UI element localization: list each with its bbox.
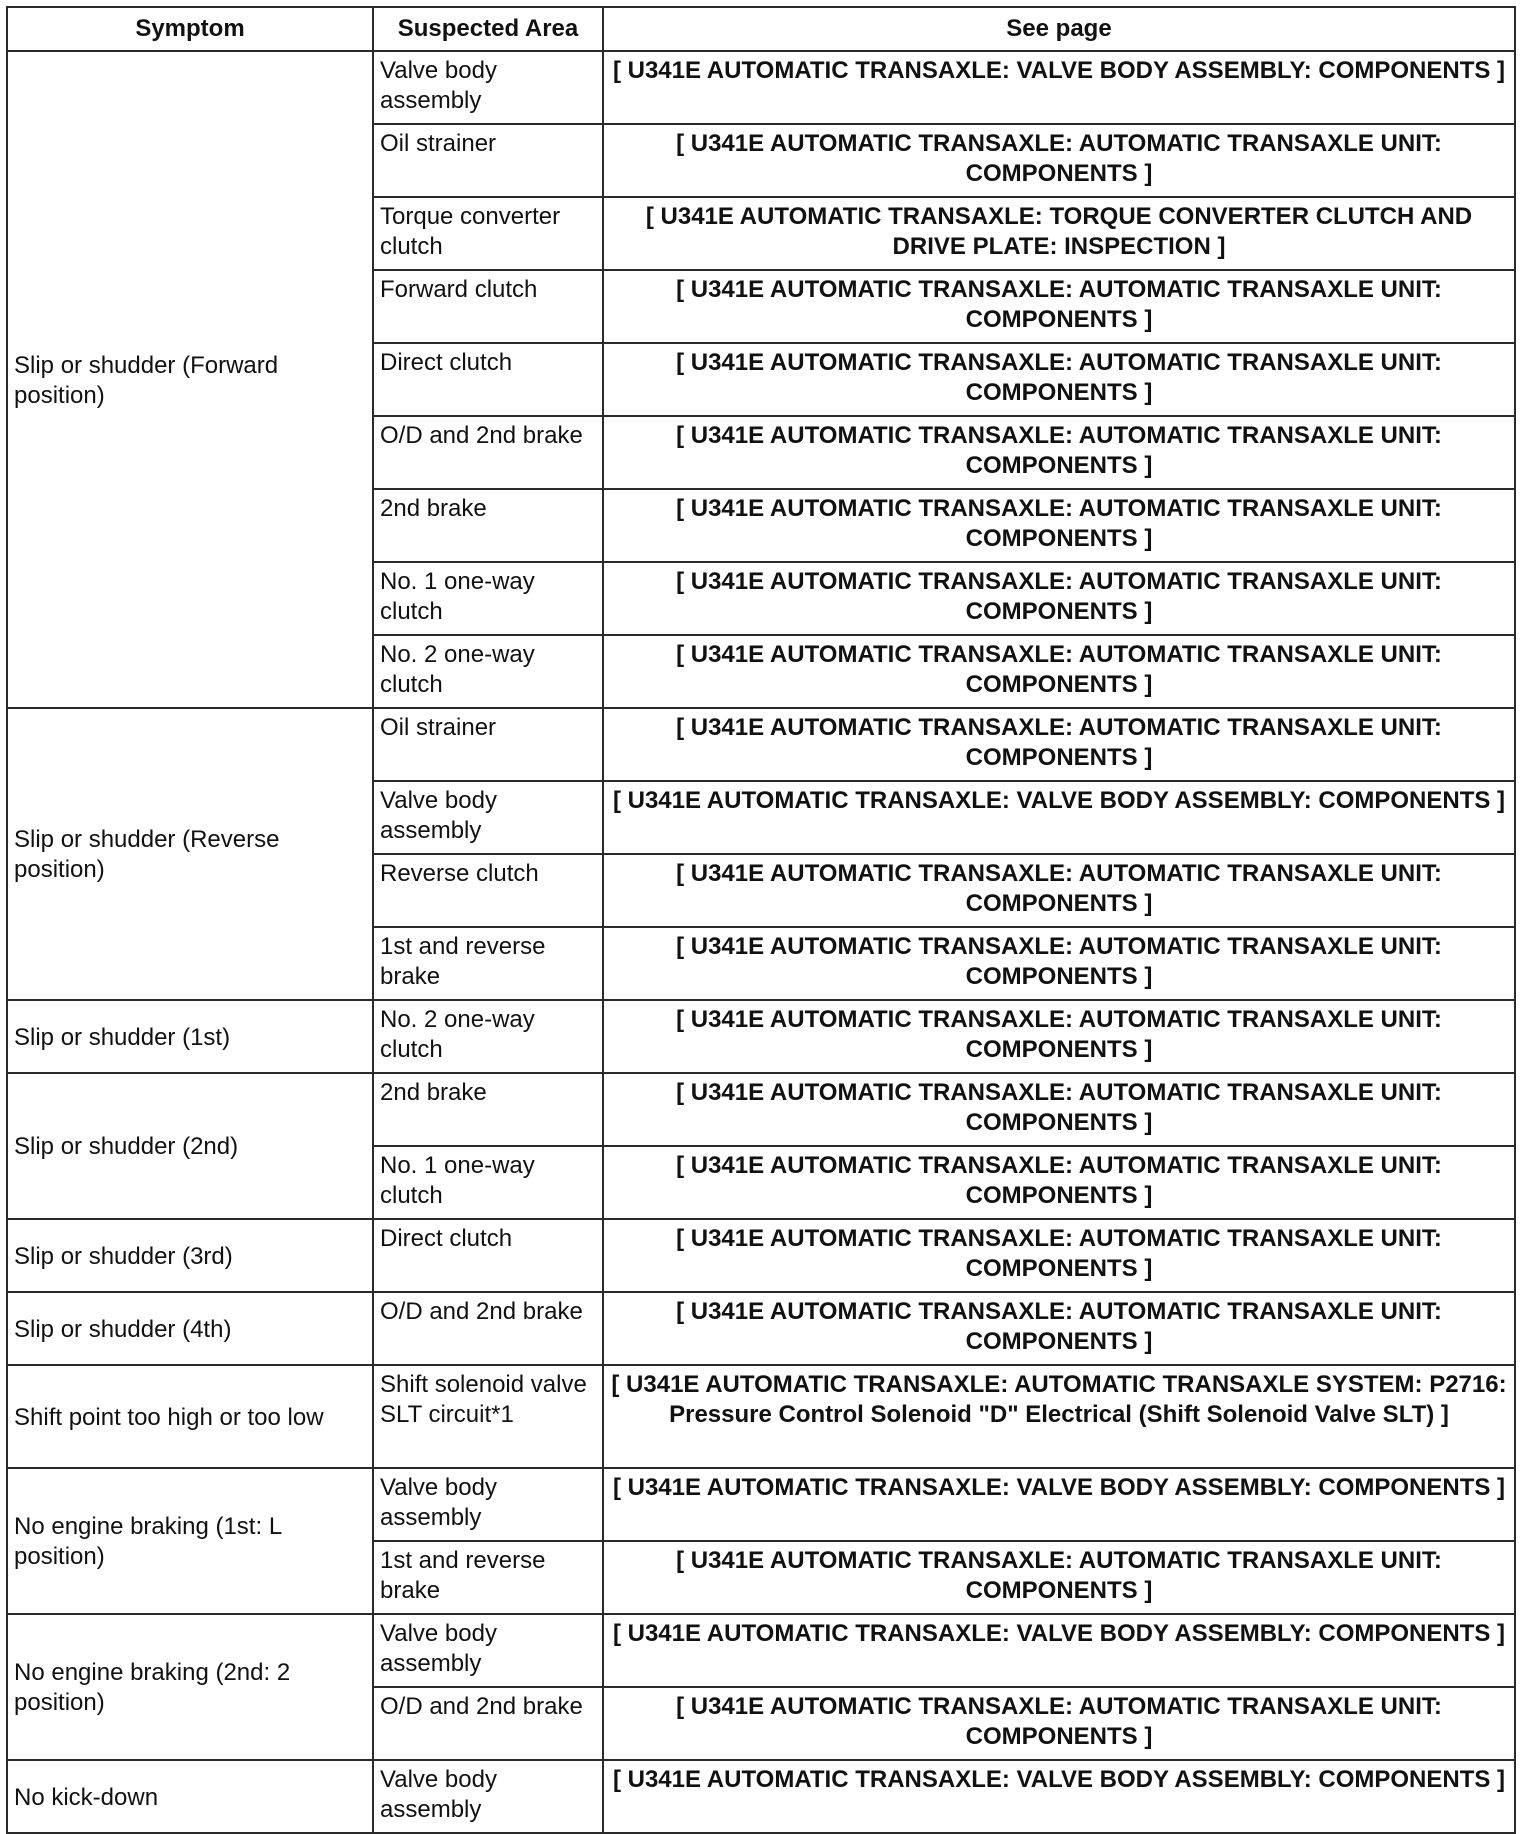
suspected-area-cell: Valve body assembly (373, 1614, 603, 1687)
header-suspected-area: Suspected Area (373, 7, 603, 51)
see-page-reference-cell: [ U341E AUTOMATIC TRANSAXLE: AUTOMATIC TRANSAXLE UNIT: COMPONENTS ] (603, 270, 1515, 343)
suspected-area-cell: O/D and 2nd brake (373, 416, 603, 489)
see-page-reference-cell: [ U341E AUTOMATIC TRANSAXLE: AUTOMATIC TRANSAXLE UNIT: COMPONENTS ] (603, 1073, 1515, 1146)
see-page-reference-cell: [ U341E AUTOMATIC TRANSAXLE: VALVE BODY ASSEMBLY: COMPONENTS ] (603, 51, 1515, 124)
symptom-cell: Slip or shudder (1st) (7, 1000, 373, 1073)
see-page-reference-cell: [ U341E AUTOMATIC TRANSAXLE: AUTOMATIC TRANSAXLE UNIT: COMPONENTS ] (603, 1219, 1515, 1292)
table-row (7, 1073, 1515, 1146)
table-row (7, 1365, 1515, 1468)
suspected-area-cell: Oil strainer (373, 124, 603, 197)
suspected-area-cell: Direct clutch (373, 1219, 603, 1292)
see-page-reference-cell: [ U341E AUTOMATIC TRANSAXLE: VALVE BODY ASSEMBLY: COMPONENTS ] (603, 1468, 1515, 1541)
see-page-reference-cell: [ U341E AUTOMATIC TRANSAXLE: AUTOMATIC TRANSAXLE UNIT: COMPONENTS ] (603, 1541, 1515, 1614)
see-page-reference-cell: [ U341E AUTOMATIC TRANSAXLE: AUTOMATIC TRANSAXLE UNIT: COMPONENTS ] (603, 1146, 1515, 1219)
see-page-reference-cell: [ U341E AUTOMATIC TRANSAXLE: TORQUE CONVERTER CLUTCH AND DRIVE PLATE: INSPECTION ] (603, 197, 1515, 270)
symptom-cell: Slip or shudder (Reverse position) (7, 708, 373, 1000)
suspected-area-cell: Forward clutch (373, 270, 603, 343)
symptom-cell: No engine braking (2nd: 2 position) (7, 1614, 373, 1760)
symptom-cell: Slip or shudder (4th) (7, 1292, 373, 1365)
suspected-area-cell: 2nd brake (373, 489, 603, 562)
table-row (7, 1000, 1515, 1073)
see-page-reference-cell: [ U341E AUTOMATIC TRANSAXLE: AUTOMATIC TRANSAXLE UNIT: COMPONENTS ] (603, 708, 1515, 781)
suspected-area-cell: O/D and 2nd brake (373, 1687, 603, 1760)
table-row (7, 1614, 1515, 1687)
suspected-area-cell: No. 2 one-way clutch (373, 635, 603, 708)
see-page-reference-cell: [ U341E AUTOMATIC TRANSAXLE: AUTOMATIC TRANSAXLE UNIT: COMPONENTS ] (603, 1292, 1515, 1365)
see-page-reference-cell: [ U341E AUTOMATIC TRANSAXLE: VALVE BODY ASSEMBLY: COMPONENTS ] (603, 781, 1515, 854)
see-page-reference-cell: [ U341E AUTOMATIC TRANSAXLE: VALVE BODY ASSEMBLY: COMPONENTS ] (603, 1614, 1515, 1687)
symptom-cell: Slip or shudder (2nd) (7, 1073, 373, 1219)
suspected-area-cell: Shift solenoid valve SLT circuit*1 (373, 1365, 603, 1468)
suspected-area-cell: 1st and reverse brake (373, 1541, 603, 1614)
see-page-reference-cell: [ U341E AUTOMATIC TRANSAXLE: AUTOMATIC TRANSAXLE UNIT: COMPONENTS ] (603, 124, 1515, 197)
table-row (7, 1292, 1515, 1365)
suspected-area-cell: Reverse clutch (373, 854, 603, 927)
table-row (7, 1760, 1515, 1833)
problem-symptoms-table (6, 6, 1516, 1834)
see-page-reference-cell: [ U341E AUTOMATIC TRANSAXLE: AUTOMATIC TRANSAXLE UNIT: COMPONENTS ] (603, 489, 1515, 562)
troubleshooting-sheet (6, 6, 1516, 1834)
table-row (7, 1468, 1515, 1541)
suspected-area-cell: Oil strainer (373, 708, 603, 781)
see-page-reference-cell: [ U341E AUTOMATIC TRANSAXLE: AUTOMATIC TRANSAXLE UNIT: COMPONENTS ] (603, 1687, 1515, 1760)
suspected-area-cell: O/D and 2nd brake (373, 1292, 603, 1365)
suspected-area-cell: No. 2 one-way clutch (373, 1000, 603, 1073)
table-row (7, 708, 1515, 781)
suspected-area-cell: Valve body assembly (373, 781, 603, 854)
see-page-reference-cell: [ U341E AUTOMATIC TRANSAXLE: AUTOMATIC TRANSAXLE UNIT: COMPONENTS ] (603, 416, 1515, 489)
symptom-cell: Slip or shudder (3rd) (7, 1219, 373, 1292)
suspected-area-cell: Valve body assembly (373, 51, 603, 124)
see-page-reference-cell: [ U341E AUTOMATIC TRANSAXLE: AUTOMATIC TRANSAXLE SYSTEM: P2716: Pressure Control Solenoid "D" Electrical (Shift Solenoid Valve SLT) ] (603, 1365, 1515, 1468)
see-page-reference-cell: [ U341E AUTOMATIC TRANSAXLE: AUTOMATIC TRANSAXLE UNIT: COMPONENTS ] (603, 635, 1515, 708)
see-page-reference-cell: [ U341E AUTOMATIC TRANSAXLE: AUTOMATIC TRANSAXLE UNIT: COMPONENTS ] (603, 854, 1515, 927)
symptom-cell: No engine braking (1st: L position) (7, 1468, 373, 1614)
header-symptom: Symptom (7, 7, 373, 51)
see-page-reference-cell: [ U341E AUTOMATIC TRANSAXLE: AUTOMATIC TRANSAXLE UNIT: COMPONENTS ] (603, 927, 1515, 1000)
header-see-page: See page (603, 7, 1515, 51)
symptom-cell: No kick-down (7, 1760, 373, 1833)
table-header-row (7, 7, 1515, 51)
see-page-reference-cell: [ U341E AUTOMATIC TRANSAXLE: AUTOMATIC TRANSAXLE UNIT: COMPONENTS ] (603, 562, 1515, 635)
suspected-area-cell: Valve body assembly (373, 1468, 603, 1541)
symptom-cell: Slip or shudder (Forward position) (7, 51, 373, 708)
suspected-area-cell: Torque converter clutch (373, 197, 603, 270)
suspected-area-cell: Direct clutch (373, 343, 603, 416)
symptom-cell: Shift point too high or too low (7, 1365, 373, 1468)
see-page-reference-cell: [ U341E AUTOMATIC TRANSAXLE: AUTOMATIC TRANSAXLE UNIT: COMPONENTS ] (603, 343, 1515, 416)
table-body (7, 51, 1515, 1833)
suspected-area-cell: 1st and reverse brake (373, 927, 603, 1000)
table-row (7, 1219, 1515, 1292)
see-page-reference-cell: [ U341E AUTOMATIC TRANSAXLE: VALVE BODY ASSEMBLY: COMPONENTS ] (603, 1760, 1515, 1833)
suspected-area-cell: Valve body assembly (373, 1760, 603, 1833)
suspected-area-cell: No. 1 one-way clutch (373, 562, 603, 635)
suspected-area-cell: 2nd brake (373, 1073, 603, 1146)
suspected-area-cell: No. 1 one-way clutch (373, 1146, 603, 1219)
see-page-reference-cell: [ U341E AUTOMATIC TRANSAXLE: AUTOMATIC TRANSAXLE UNIT: COMPONENTS ] (603, 1000, 1515, 1073)
table-row (7, 51, 1515, 124)
